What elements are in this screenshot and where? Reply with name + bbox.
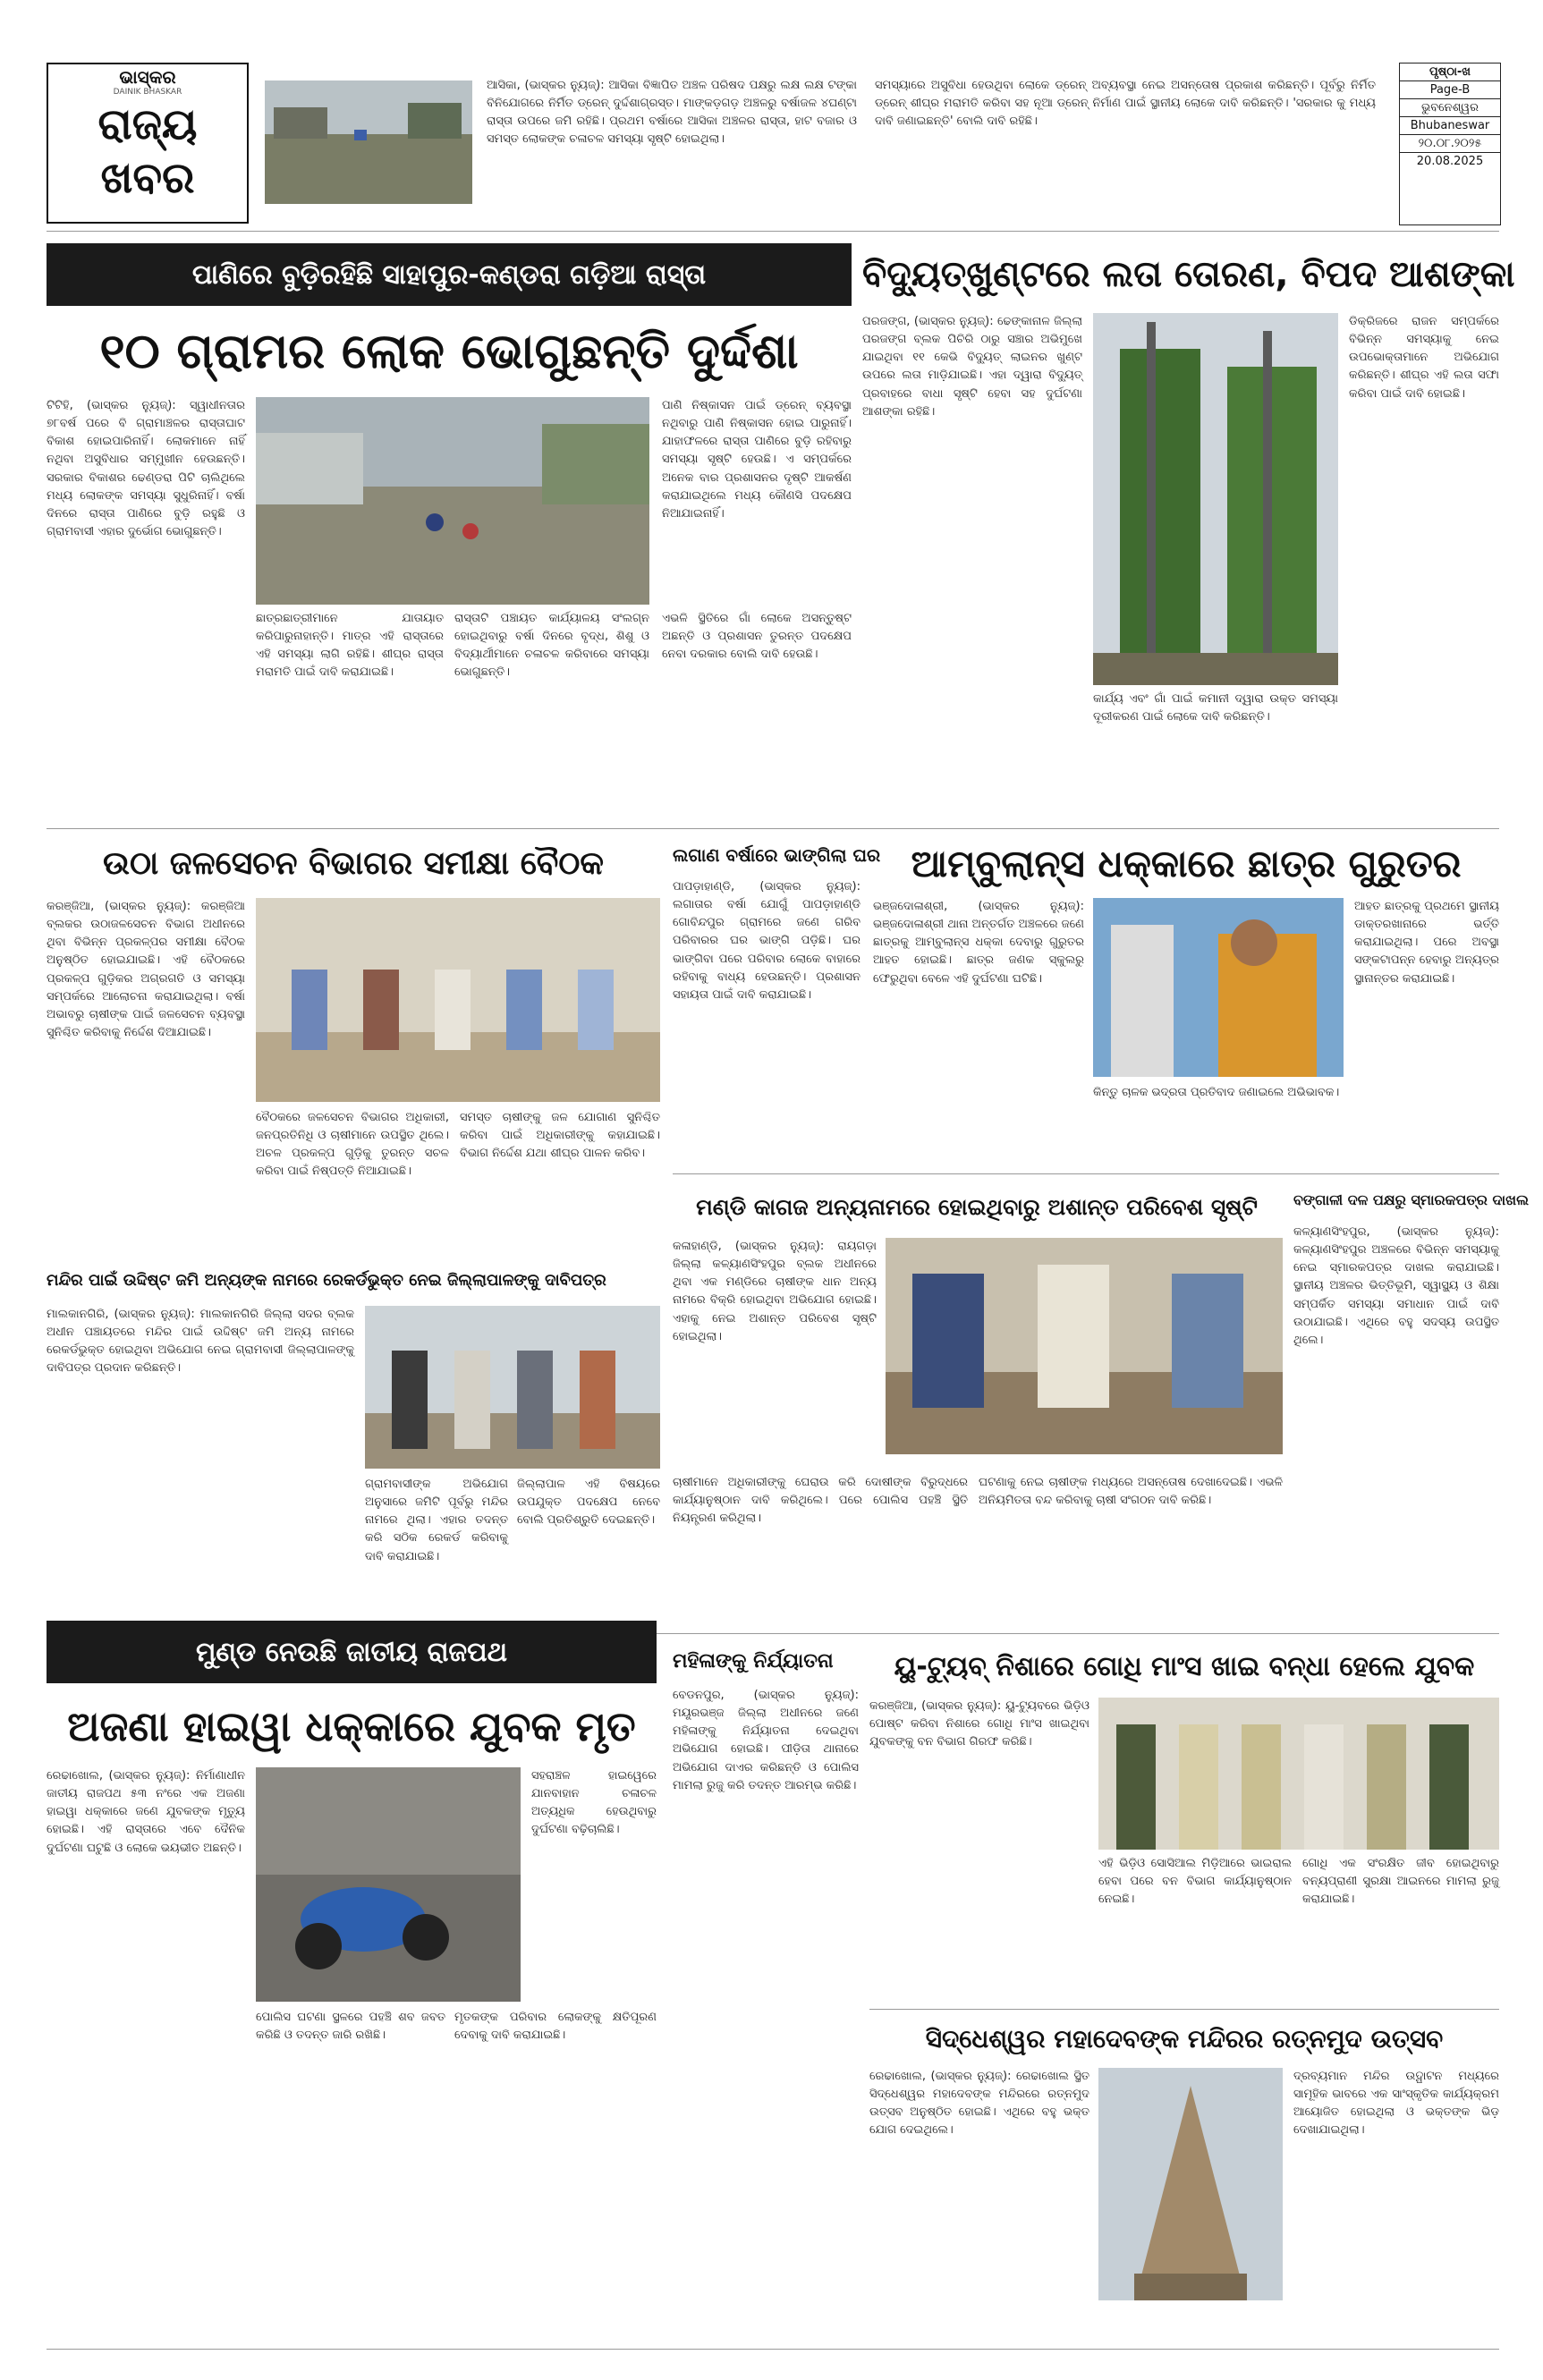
- city-label-en: Bhubaneswar: [1400, 117, 1500, 135]
- a2-caption: କାର୍ଯ୍ୟ ଏବଂ ଗାଁ ପାଇଁ କମାନୀ ଦ୍ୱାରା ଉକ୍ତ ସମସ୍ୟା ଦୂରୀକରଣ ପାଇଁ ଲୋକେ ଦାବି କରିଛନ୍ତି।: [1093, 692, 1338, 724]
- row1-rule: [47, 828, 1499, 829]
- page-label: ପୃଷ୍ଠା-ଖ: [1400, 64, 1500, 81]
- top-story-photo: [265, 80, 472, 204]
- a1-text3: ଛାତ୍ରଛାତ୍ରୀମାନେ ଯାତାୟାତ କରିପାରୁନାହାନ୍ତି। ମାତ୍ର ଏହି ରାସ୍ତାରେ ଏହି ସମସ୍ୟା ଲାଗି ରହିଛି। ଶୀଘ୍ର ରାସ୍ତା ମରାମତି ପାଇଁ ଦାବି କରାଯାଇଛି।: [256, 612, 444, 680]
- a4-headline: ଲଗାଣ ବର୍ଷାରେ ଭାଙ୍ଗିଲା ଘର: [673, 844, 881, 866]
- a11-text1: କରଞ୍ଜିଆ, (ଭାସ୍କର ନ୍ୟୁଜ୍): ୟୁ-ଟ୍ୟୁବରେ ଭିଡ଼ିଓ ପୋଷ୍ଟ କରିବା ନିଶାରେ ଗୋଧି ମାଂସ ଖାଇଥିବା ଯୁବକଙ୍କୁ ବନ ବିଭାଗ ଗିରଫ କରିଛି।: [869, 1699, 1089, 1749]
- row4-rule: [869, 2009, 1499, 2010]
- masthead-line2: ଖବର: [100, 153, 195, 203]
- top-story-col1: ଆସିକା, (ଭାସ୍କର ନ୍ୟୁଜ୍): ଆସିକା ବିଜ୍ଞାପିତ ଅଞ୍ଚଳ ପରିଷଦ ପକ୍ଷରୁ ଲକ୍ଷ ଲକ୍ଷ ଟଙ୍କା ବିନିଯୋଗରେ ନିର୍ମିତ ଡ୍ରେନ୍ ଦୁର୍ଦ୍ଦଶାଗ୍ରସ୍ତ। ମାଙ୍କଡ଼ଗଡ଼ ଅଞ୍ଚଳରୁ ବର୍ଷାଜଳ ୪ଘଣ୍ଟା ରାସ୍ତା ଉପରେ ଜମି ରହିଛି। ପ୍ରଥମ ବର୍ଷାରେ ଆସିକା ଅଞ୍ଚଳର ରାସ୍ତା, ହାଟ ବଜାର ଓ ସମସ୍ତ ଲୋକଙ୍କ ଚଳାଚଳ ସମସ୍ୟା ସୃଷ୍ଟି ହୋଇଥିଲା।: [487, 79, 857, 147]
- a11-headline: ୟୁ-ଟ୍ୟୁବ୍ ନିଶାରେ ଗୋଧି ମାଂସ ଖାଇ ବନ୍ଧା ହେଲେ ଯୁବକ: [894, 1651, 1475, 1682]
- a9-text1: ରେଢାଖୋଲ, (ଭାସ୍କର ନ୍ୟୁଜ୍): ନିର୍ମାଣାଧୀନ ଜାତୀୟ ରାଜପଥ ୫୩ ନଂରେ ଏକ ଅଜଣା ହାଇୱା ଧକ୍କାରେ ଜଣେ ଯୁବକଙ୍କ ମୃତ୍ୟୁ ହୋଇଛି। ଏହି ରାସ୍ତାରେ ଏବେ ଦୈନିକ ଦୁର୍ଘଟଣା ଘଟୁଛି ଓ ଲୋକେ ଭୟଭୀତ ଅଛନ୍ତି।: [47, 1769, 245, 1855]
- date-en: 20.08.2025: [1416, 155, 1484, 168]
- a8-text2: ଗ୍ରାମବାସୀଙ୍କ ଅଭିଯୋଗ ଅନୁସାରେ ଜମିଟି ପୂର୍ବରୁ ମନ୍ଦିର ନାମରେ ଥିଲା। ଏହାର ତଦନ୍ତ କରି ସଠିକ ରେକର୍ଡ କରିବାକୁ ଦାବି କରାଯାଇଛି।: [365, 1478, 508, 1563]
- a11-text2: ଏହି ଭିଡ଼ିଓ ସୋସିଆଲ ମିଡ଼ିଆରେ ଭାଇରାଲ ହେବା ପରେ ବନ ବିଭାଗ କାର୍ଯ୍ୟାନୁଷ୍ଠାନ ନେଇଛି।: [1098, 1857, 1292, 1907]
- a2-headline: ବିଦ୍ୟୁତ୍‌ଖୁଣ୍ଟରେ ଲତା ତୋରଣ, ବିପଦ ଆଶଙ୍କା: [862, 254, 1515, 295]
- a1-photo: [256, 397, 649, 605]
- a6-headline: ମଣ୍ଡି କାଗଜ ଅନ୍ୟନାମରେ ହୋଇଥିବାରୁ ଅଶାନ୍ତ ପରିବେଶ ସୃଷ୍ଟି: [696, 1194, 1258, 1220]
- city-label: ଭୁବନେଶ୍ୱର: [1400, 99, 1500, 117]
- a11-photo: [1098, 1698, 1499, 1850]
- a11-text3: ଗୋଧି ଏକ ସଂରକ୍ଷିତ ଜୀବ ହୋଇଥିବାରୁ ବନ୍ୟପ୍ରାଣୀ ସୁରକ୍ଷା ଆଇନରେ ମାମଲା ରୁଜୁ କରାଯାଇଛି।: [1302, 1857, 1499, 1907]
- a3-headline-display: ଉଠା ଜଳସେଚନ ବିଭାଗର ସମୀକ୍ଷା ବୈଠକ: [103, 845, 604, 882]
- page-label-en: Page-B: [1400, 81, 1500, 99]
- a9-text3: ପୋଲିସ ଘଟଣା ସ୍ଥଳରେ ପହଞ୍ଚି ଶବ ଜବତ କରିଛି ଓ ତଦନ୍ତ ଜାରି ରଖିଛି।: [256, 2011, 445, 2043]
- a3-photo: [256, 898, 660, 1102]
- a8-photo: [365, 1306, 660, 1469]
- a8-text1: ମାଲକାନଗିରି, (ଭାସ୍କର ନ୍ୟୁଜ୍): ମାଲକାନଗିରି ଜିଲ୍ଲା ସଦର ବ୍ଲକ ଅଧୀନ ପଞ୍ଚାୟତରେ ମନ୍ଦିର ପାଇଁ ଉଦ୍ଦିଷ୍ଟ ଜମି ଅନ୍ୟ ନାମରେ ରେକର୍ଡଭୁକ୍ତ ହୋଇଥିବା ଅଭିଯୋଗ ନେଇ ଗ୍ରାମବାସୀ ଜିଲ୍ଲାପାଳଙ୍କୁ ଦାବିପତ୍ର ପ୍ରଦାନ କରିଛନ୍ତି।: [47, 1308, 354, 1376]
- a6-text3: ଘଟଣାକୁ ନେଇ ଚାଷୀଙ୍କ ମଧ୍ୟରେ ଅସନ୍ତୋଷ ଦେଖାଦେଇଛି। ଏଭଳି ଅନିୟମିତତା ବନ୍ଦ କରିବାକୁ ଚାଷୀ ସଂଗଠନ ଦାବି କରିଛି।: [979, 1476, 1283, 1508]
- a10-text: ବେଡନପୁର, (ଭାସ୍କର ନ୍ୟୁଜ୍): ମୟୂରଭଞ୍ଜ ଜିଲ୍ଲା ଅଧୀନରେ ଜଣେ ମହିଳାଙ୍କୁ ନିର୍ଯ୍ୟାତନା ଦେଇଥିବା ଅଭିଯୋଗ ହୋଇଛି। ପୀଡ଼ିତା ଥାନାରେ ଅଭିଯୋଗ ଦାଏର କରିଛନ୍ତି ଓ ପୋଲିସ ମାମଲା ରୁଜୁ କରି ତଦନ୍ତ ଆରମ୍ଭ କରିଛି।: [673, 1689, 859, 1792]
- a2-photo: [1093, 313, 1338, 685]
- a3-text2: ବୈଠକରେ ଜଳସେଚନ ବିଭାଗର ଅଧିକାରୀ, ଜନପ୍ରତିନିଧି ଓ ଚାଷୀମାନେ ଉପସ୍ଥିତ ଥିଲେ। ଅଚଳ ପ୍ରକଳ୍ପ ଗୁଡ଼ିକୁ ତୁରନ୍ତ ସଚଳ କରିବା ପାଇଁ ନିଷ୍ପତ୍ତି ନିଆଯାଇଛି।: [256, 1111, 449, 1179]
- a1-text1: ଟିଟିହି, (ଭାସ୍କର ନ୍ୟୁଜ୍): ସ୍ୱାଧୀନତାର ୭୮ବର୍ଷ ପରେ ବି ଗ୍ରାମାଞ୍ଚଳର ରାସ୍ତାଘାଟ ବିକାଶ ହୋଇପାରିନାହିଁ। ଲୋକମାନେ ନାହିଁ ନଥିବା ଅସୁବିଧାର ସମ୍ମୁଖୀନ ହେଉଛନ୍ତି। ସରକାର ବିକାଶର ଢେଣ୍ଡରା ପିଟି ଚାଲିଥିଲେ ମଧ୍ୟ ଲୋକଙ୍କ ସମସ୍ୟା ସୁଧୁରିନାହିଁ। ବର୍ଷା ଦିନରେ ରାସ୍ତା ପାଣିରେ ବୁଡ଼ି ରହୁଛି ଓ ଗ୍ରାମବାସୀ ଏହାର ଦୁର୍ଭୋଗ ଭୋଗୁଛନ୍ତି।: [47, 399, 245, 538]
- a2-text2: ଡିକ୍ରିଜରେ ରାଜନ ସମ୍ପର୍କରେ ବିଭିନ୍ନ ସମସ୍ୟାକୁ ନେଇ ଉପଭୋକ୍ତାମାନେ ଅଭିଯୋଗ କରିଛନ୍ତି। ଶୀଘ୍ର ଏହି ଲତା ସଫା କରିବା ପାଇଁ ଦାବି ହୋଇଛି।: [1349, 315, 1499, 401]
- footer-rule: [47, 2349, 1499, 2350]
- a10-headline: ମହିଳାଙ୍କୁ ନିର୍ଯ୍ୟାତନା: [673, 1650, 834, 1673]
- brand-top: ଭାସ୍କର: [119, 66, 176, 88]
- a9-text4: ମୃତକଙ୍କ ପରିବାର ଲୋକଙ୍କୁ କ୍ଷତିପୂରଣ ଦେବାକୁ ଦାବି କରାଯାଇଛି।: [454, 2011, 657, 2043]
- a5-headline: ଆମ୍ବୁଲାନ୍ସ ଧକ୍କାରେ ଛାତ୍ର ଗୁରୁତର: [911, 842, 1462, 885]
- a1-text5: ଏଭଳି ସ୍ଥିତିରେ ଗାଁ ଲୋକେ ଅସନ୍ତୁଷ୍ଟ ଅଛନ୍ତି ଓ ପ୍ରଶାସନ ତୁରନ୍ତ ପଦକ୍ଷେପ ନେବା ଦରକାର ବୋଲି ଦାବି ହେଉଛି।: [662, 612, 852, 662]
- a5-text2: ଆହତ ଛାତ୍ରକୁ ପ୍ରଥମେ ସ୍ଥାନୀୟ ଡାକ୍ତରଖାନାରେ ଭର୍ତ୍ତି କରାଯାଇଥିଲା। ପରେ ଅବସ୍ଥା ସଙ୍କଟାପନ୍ନ ହେବାରୁ ଅନ୍ୟତ୍ର ସ୍ଥାନାନ୍ତର କରାଯାଇଛି।: [1354, 900, 1499, 986]
- a1-text4: ରାସ୍ତାଟି ପଞ୍ଚାୟତ କାର୍ଯ୍ୟାଳୟ ସଂଲଗ୍ନ ହୋଇଥିବାରୁ ବର୍ଷା ଦିନରେ ବୃଦ୍ଧ, ଶିଶୁ ଓ ବିଦ୍ୟାର୍ଥୀମାନେ ଚଳାଚଳ କରିବାରେ ସମସ୍ୟା ଭୋଗୁଛନ୍ତି।: [454, 612, 649, 680]
- a9-photo: [256, 1767, 521, 2002]
- masthead-logo: [47, 63, 249, 224]
- a1-headline: ୧୦ ଗ୍ରାମର ଲୋକ ଭୋଗୁଛନ୍ତି ଦୁର୍ଦ୍ଦଶା: [99, 323, 799, 379]
- a7-headline: ବଙ୍ଗାଳୀ ଦଳ ପକ୍ଷରୁ ସ୍ମାରକପତ୍ର ଦାଖଲ: [1293, 1191, 1530, 1208]
- date-or: ୨୦.୦୮.୨୦୨୫: [1400, 135, 1500, 153]
- a12-headline: ସିଦ୍ଧେଶ୍ୱର ମହାଦେବଙ୍କ ମନ୍ଦିରର ରତ୍ନମୁଦ ଉତ୍ସବ: [925, 2024, 1444, 2054]
- a6-text1: କଳାହାଣ୍ଡି, (ଭାସ୍କର ନ୍ୟୁଜ୍): ରାୟଗଡ଼ା ଜିଲ୍ଲା କଳ୍ୟାଣସିଂହପୁର ବ୍ଲକ ଅଧୀନରେ ଥିବା ଏକ ମଣ୍ଡିରେ ଚାଷୀଙ୍କ ଧାନ ଅନ୍ୟ ନାମରେ ବିକ୍ରି ହୋଇଥିବା ଅଭିଯୋଗ ହୋଇଛି। ଏହାକୁ ନେଇ ଅଶାନ୍ତ ପରିବେଶ ସୃଷ୍ଟି ହୋଇଥିଲା।: [673, 1240, 877, 1343]
- a6-photo: [886, 1238, 1283, 1454]
- a5-text1: ଭଞ୍ଜଦୋଳାଶ୍ରୀ, (ଭାସ୍କର ନ୍ୟୁଜ୍): ଭଞ୍ଜଦୋଳାଶ୍ରୀ ଥାନା ଅନ୍ତର୍ଗତ ଅଞ୍ଚଳରେ ଜଣେ ଛାତ୍ରକୁ ଆମ୍ବୁଲାନ୍ସ ଧକ୍କା ଦେବାରୁ ଗୁରୁତର ଆହତ ହୋଇଛି। ଛାତ୍ର ଜଣକ ସ୍କୁଲରୁ ଫେରୁଥିବା ବେଳେ ଏହି ଦୁର୍ଘଟଣା ଘଟିଛି।: [873, 900, 1084, 986]
- a12-text2: ଦ୍ରବ୍ୟମାନ ମନ୍ଦିର ଉଦ୍ଘାଟନ ମଧ୍ୟରେ ସାମୂହିକ ଭାବରେ ଏକ ସାଂସ୍କୃତିକ କାର୍ଯ୍ୟକ୍ରମ ଆୟୋଜିତ ହୋଇଥିଲା ଓ ଭକ୍ତଙ୍କ ଭିଡ଼ ଦେଖାଯାଇଥିଲା।: [1293, 2070, 1499, 2138]
- row2-rule: [673, 1173, 1499, 1174]
- a9-headline: ଅଜଣା ହାଇୱା ଧକ୍କାରେ ଯୁବକ ମୃତ: [67, 1702, 636, 1750]
- a9-text2: ସହରାଞ୍ଚଳ ହାଇୱେରେ ଯାନବାହାନ ଚଳାଚଳ ଅତ୍ୟଧିକ ହେଉଥିବାରୁ ଦୁର୍ଘଟଣା ବଢ଼ିଚାଲିଛି।: [531, 1769, 657, 1837]
- a7-text: କଳ୍ୟାଣସିଂହପୁର, (ଭାସ୍କର ନ୍ୟୁଜ୍): କଳ୍ୟାଣସିଂହପୁର ଅଞ୍ଚଳରେ ବିଭିନ୍ନ ସମସ୍ୟାକୁ ନେଇ ସ୍ମାରକପତ୍ର ଦାଖଲ କରାଯାଇଛି। ସ୍ଥାନୀୟ ଅଞ୍ଚଳର ଭିତ୍ତିଭୂମି, ସ୍ୱାସ୍ଥ୍ୟ ଓ ଶିକ୍ଷା ସମ୍ପର୍କିତ ସମସ୍ୟା ସମାଧାନ ପାଇଁ ଦାବି ଉଠାଯାଇଛି। ଏଥିରେ ବହୁ ସଦସ୍ୟ ଉପସ୍ଥିତ ଥିଲେ।: [1293, 1225, 1499, 1347]
- a3-text1: କରଞ୍ଜିଆ, (ଭାସ୍କର ନ୍ୟୁଜ୍): କରଞ୍ଜିଆ ବ୍ଲକର ଉଠାଜଳସେଚନ ବିଭାଗ ଅଧୀନରେ ଥିବା ବିଭିନ୍ନ ପ୍ରକଳ୍ପର ସମୀକ୍ଷା ବୈଠକ ଅନୁଷ୍ଠିତ ହୋଇଯାଇଛି। ଏହି ବୈଠକରେ ପ୍ରକଳ୍ପ ଗୁଡ଼ିକର ଅଗ୍ରଗତି ଓ ସମସ୍ୟା ସମ୍ପର୍କରେ ଆଲୋଚନା କରାଯାଇଥିଲା। ବର୍ଷା ଅଭାବରୁ ଚାଷୀଙ୍କ ପାଇଁ ଜଳସେଚନ ବ୍ୟବସ୍ଥା ସୁନିଶ୍ଚିତ କରିବାକୁ ନିର୍ଦ୍ଦେଶ ଦିଆଯାଇଛି।: [47, 900, 245, 1039]
- a6-text2: ଚାଷୀମାନେ ଅଧିକାରୀଙ୍କୁ ଘେରାଉ କରି ଦୋଷୀଙ୍କ ବିରୁଦ୍ଧରେ କାର୍ଯ୍ୟାନୁଷ୍ଠାନ ଦାବି କରିଥିଲେ। ପରେ ପୋଲିସ ପହଞ୍ଚି ସ୍ଥିତି ନିୟନ୍ତ୍ରଣ କରିଥିଲା।: [673, 1476, 968, 1526]
- masthead-line1: ରାଜ୍ୟ: [97, 99, 198, 149]
- a2-text1: ପରଜଙ୍ଗ, (ଭାସ୍କର ନ୍ୟୁଜ୍): ଢେଙ୍କାନାଳ ଜିଲ୍ଲା ପରଜଙ୍ଗ ବ୍ଲକ ପିଚିରି ଠାରୁ ସଞ୍ଚାର ଅଭିମୁଖେ ଯାଇଥିବା ୧୧ କେଭି ବିଦ୍ୟୁତ୍ ଲାଇନର ଖୁଣ୍ଟ ଉପରେ ଲତା ମାଡ଼ିଯାଇଛି। ଏହା ଦ୍ୱାରା ବିଦ୍ୟୁତ୍ ପ୍ରବାହରେ ବାଧା ସୃଷ୍ଟି ହେବା ସହ ଦୁର୍ଘଟଣା ଆଶଙ୍କା ରହିଛି।: [862, 315, 1082, 419]
- a12-text1: ରେଢାଖୋଲ, (ଭାସ୍କର ନ୍ୟୁଜ୍): ରେଢାଖୋଲ ସ୍ଥିତ ସିଦ୍ଧେଶ୍ୱର ମହାଦେବଙ୍କ ମନ୍ଦିରରେ ରତ୍ନମୁଦ ଉତ୍ସବ ଅନୁଷ୍ଠିତ ହୋଇଛି। ଏଥିରେ ବହୁ ଭକ୍ତ ଯୋଗ ଦେଇଥିଲେ।: [869, 2070, 1089, 2138]
- masthead-rule: [47, 231, 1499, 232]
- a8-headline: ମନ୍ଦିର ପାଇଁ ଉଦ୍ଦିଷ୍ଟ ଜମି ଅନ୍ୟଙ୍କ ନାମରେ ରେକର୍ଡଭୁକ୍ତ ନେଇ ଜିଲ୍ଲାପାଳଙ୍କୁ ଦାବିପତ୍ର: [47, 1271, 606, 1290]
- page-info-box: [1399, 63, 1501, 225]
- a3-text3: ସମସ୍ତ ଚାଷୀଙ୍କୁ ଜଳ ଯୋଗାଣ ସୁନିଶ୍ଚିତ କରିବା ପାଇଁ ଅଧିକାରୀଙ୍କୁ କହାଯାଇଛି। ବିଭାଗ ନିର୍ଦ୍ଦେଶ ଯଥା ଶୀଘ୍ର ପାଳନ କରିବ।: [460, 1111, 660, 1161]
- a1-kicker: ପାଣିରେ ବୁଡ଼ିରହିଛି ସାହାପୁର-କଣ୍ଡରା ଗଡ଼ିଆ ରାସ୍ତା: [47, 243, 852, 306]
- a5-photo: [1093, 898, 1344, 1077]
- brand-sub: DAINIK BHASKAR: [113, 88, 182, 97]
- a4-text: ପାପଡ଼ାହାଣ୍ଡି, (ଭାସ୍କର ନ୍ୟୁଜ୍): ଲଗାତାର ବର୍ଷା ଯୋଗୁଁ ପାପଡ଼ାହାଣ୍ଡି ଗୋବିନ୍ଦପୁର ଗ୍ରାମରେ ଜଣେ ଗରିବ ପରିବାରର ଘର ଭାଙ୍ଗି ପଡ଼ିଛି। ଘର ଭାଙ୍ଗିବା ପରେ ପରିବାର ଲୋକେ ବାହାରେ ରହିବାକୁ ବାଧ୍ୟ ହେଉଛନ୍ତି। ପ୍ରଶାସନ ସହାୟତା ପାଇଁ ଦାବି କରାଯାଇଛି।: [673, 880, 861, 1002]
- a9-kicker: ମୁଣ୍ଡ ନେଉଛି ଜାତୀୟ ରାଜପଥ: [47, 1621, 657, 1683]
- a1-text2: ପାଣି ନିଷ୍କାସନ ପାଇଁ ଡ୍ରେନ୍ ବ୍ୟବସ୍ଥା ନଥିବାରୁ ପାଣି ନିଷ୍କାସନ ହୋଇ ପାରୁନାହିଁ। ଯାହାଫଳରେ ରାସ୍ତା ପାଣିରେ ବୁଡ଼ି ରହିବାରୁ ସମସ୍ୟା ସୃଷ୍ଟି ହେଉଛି। ଏ ସମ୍ପର୍କରେ ଅନେକ ବାର ପ୍ରଶାସନର ଦୃଷ୍ଟି ଆକର୍ଷଣ କରାଯାଇଥିଲେ ମଧ୍ୟ କୌଣସି ପଦକ୍ଷେପ ନିଆଯାଇନାହିଁ।: [662, 399, 852, 521]
- a12-photo: [1098, 2068, 1283, 2300]
- a8-text3: ଜିଲ୍ଲାପାଳ ଏହି ବିଷୟରେ ଉପଯୁକ୍ତ ପଦକ୍ଷେପ ନେବେ ବୋଲି ପ୍ରତିଶ୍ରୁତି ଦେଇଛନ୍ତି।: [517, 1478, 660, 1528]
- top-story-col2: ସମସ୍ୟାରେ ଅସୁବିଧା ହେଉଥିବା ଲୋକେ ଡ୍ରେନ୍ ଅବ୍ୟବସ୍ଥା ନେଇ ଅସନ୍ତୋଷ ପ୍ରକାଶ କରିଛନ୍ତି। ପୂର୍ବରୁ ନିର୍ମିତ ଡ୍ରେନ୍ ଶୀଘ୍ର ମରାମତି କରିବା ସହ ନୂଆ ଡ୍ରେନ୍ ନିର୍ମାଣ ପାଇଁ ସ୍ଥାନୀୟ ଲୋକେ ଦାବି କରିଛନ୍ତି। 'ସରକାର କୁ ମଧ୍ୟ ଦାବି ଜଣାଇଛନ୍ତି' ବୋଲି ଦାବି ରହିଛି।: [875, 79, 1376, 129]
- a5-caption: କିନ୍ତୁ ଚାଳକ ଭଦ୍ରତା ପ୍ରତିବାଦ ଜଣାଇଲେ ଅଭିଭାବକ।: [1093, 1086, 1340, 1099]
